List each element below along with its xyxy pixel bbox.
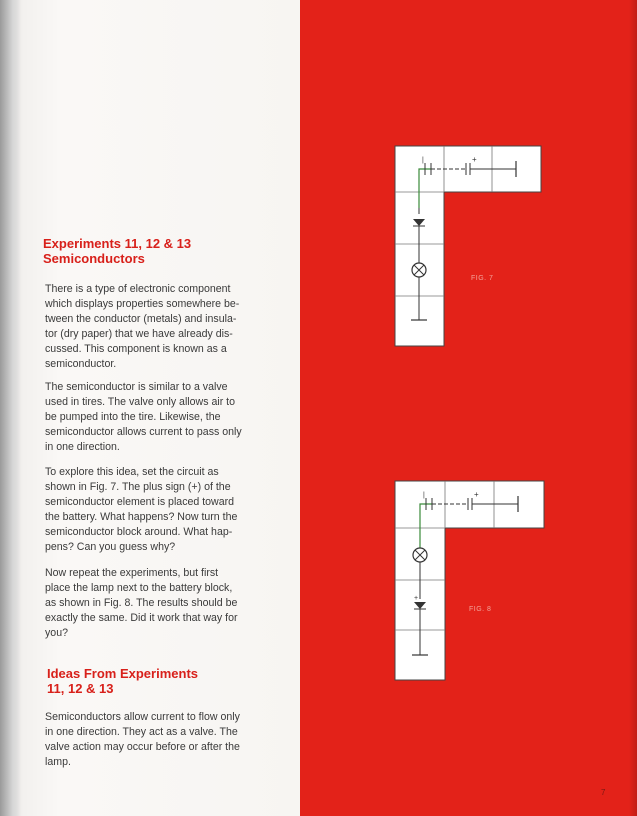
paragraph-intro: There is a type of electronic component which displays properties somewhere be- tween the conductor (metals) and insula- tor (dry paper) that we have already dis- cussed. This component is known as a semiconductor. [45,283,240,370]
ideas-heading-line1: Ideas From Experiments [47,666,198,681]
paragraph-explore: To explore this idea, set the circuit as shown in Fig. 7. The plus sign (+) of the semiconductor element is placed toward the battery. What happens? Now turn the semiconductor block around. What hap- pens? Can you guess why? [45,466,238,553]
fig7-plus-sign: + [472,155,477,164]
fig8-minus-sign: | [423,492,425,499]
fig7-label: FIG. 7 [471,275,494,282]
paragraph-ideas: Semiconductors allow current to flow only in one direction. They act as a valve. The valve action may occur before or after the lamp. [45,711,240,768]
fig8-label: FIG. 8 [469,606,492,613]
paragraph-repeat: Now repeat the experiments, but first place the lamp next to the battery block, as shown in Fig. 8. The results should be exactly the same. Did it work that way for you? [45,567,238,639]
fig8-plus-sign: + [474,490,479,499]
svg-text:+: + [414,595,419,602]
section-heading-line1: Experiments 11, 12 & 13 [43,236,192,251]
page-number: 7 [601,788,606,797]
fig7-board [395,146,541,346]
ideas-heading-line2: 11, 12 & 13 [47,681,114,696]
fig8-board [395,481,544,680]
section-heading-line2: Semiconductors [43,251,145,266]
fig7-minus-sign: | [422,157,424,164]
paragraph-valve: The semiconductor is similar to a valve used in tires. The valve only allows air to be pumped into the tire. Likewise, the semiconductor allows current to pass only in one direction. [45,381,242,453]
